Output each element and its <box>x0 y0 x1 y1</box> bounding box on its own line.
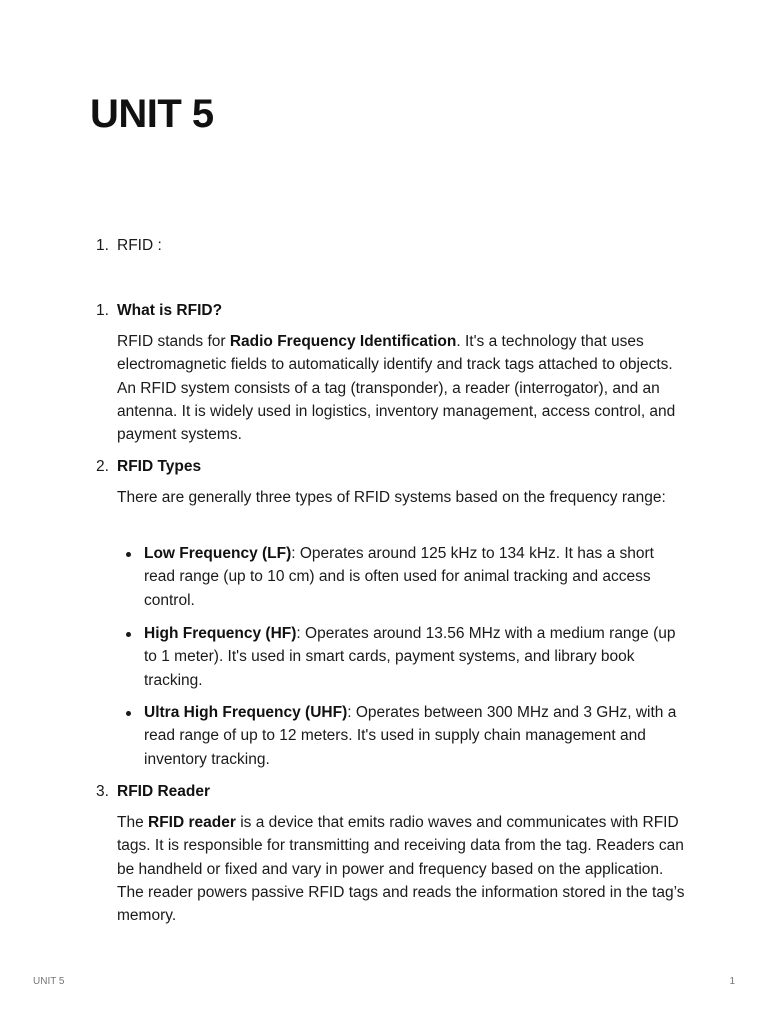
bullet-item-uhf <box>144 701 684 771</box>
list-marker: 1. <box>96 237 109 254</box>
bullet-text: : Operates between 300 MHz and 3 GHz, with a read range of up to 12 meters. It's used in supply chain management and inventory tracking. <box>144 704 677 768</box>
bullet-item-lf <box>144 542 684 612</box>
footer-document-title: UNIT 5 <box>33 976 65 987</box>
section-heading: RFID Types <box>117 458 202 475</box>
page-title: UNIT 5 <box>90 92 214 136</box>
footer-page-number: 1 <box>729 976 735 987</box>
list-marker: 3. <box>96 783 109 800</box>
list-marker: 2. <box>96 458 109 475</box>
section-paragraph: There are generally three types of RFID systems based on the frequency range: <box>117 489 666 506</box>
section-heading-rfid-reader <box>96 780 687 803</box>
bullet-text: : Operates around 13.56 MHz with a medium range (up to 1 meter). It's used in smart cards, payment systems, and library book tracking. <box>144 625 676 689</box>
section-heading-rfid-types <box>96 455 687 478</box>
paragraph-text: The <box>117 814 149 831</box>
bullet-term: High Frequency (HF) <box>144 625 297 642</box>
list-marker: 1. <box>96 302 109 319</box>
section-heading: RFID Reader <box>117 783 211 800</box>
section-heading: What is RFID? <box>117 302 223 319</box>
bullet-term: Ultra High Frequency (UHF) <box>144 704 348 721</box>
paragraph-bold-term: Radio Frequency Identification <box>229 333 457 350</box>
paragraph-text: . It's a technology that uses electromagnetic fields to automatically identify and track tags attached to objects. An RFID system consists of a tag (transponder), a reader (interrogator), and an antenna. It is widely used in logistics, inventory management, access control, and payment systems. <box>117 333 676 444</box>
paragraph-text: RFID stands for <box>117 333 230 350</box>
bullet-term: Low Frequency (LF) <box>144 545 292 562</box>
paragraph-text: is a device that emits radio waves and communicates with RFID tags. It is responsible for transmitting and receiving data from the tag. Readers can be handheld or fixed and vary in power and frequency based on the application. The reader powers passive RFID tags and reads the information stored in the tag’s memory. <box>117 814 685 925</box>
bullet-text: : Operates around 125 kHz to 134 kHz. It has a short read range (up to 10 cm) and is often used for animal tracking and access control. <box>144 545 654 609</box>
bullet-dot <box>126 552 131 557</box>
section-paragraph <box>117 811 687 927</box>
bullet-dot <box>126 632 131 637</box>
bullet-item-hf <box>144 622 684 692</box>
bullet-dot <box>126 711 131 716</box>
outline-label: RFID : <box>117 237 162 254</box>
section-paragraph <box>117 330 687 446</box>
outline-item-rfid <box>96 234 687 257</box>
paragraph-bold-term: RFID reader <box>148 814 236 831</box>
section-heading-what-is-rfid <box>96 299 687 322</box>
